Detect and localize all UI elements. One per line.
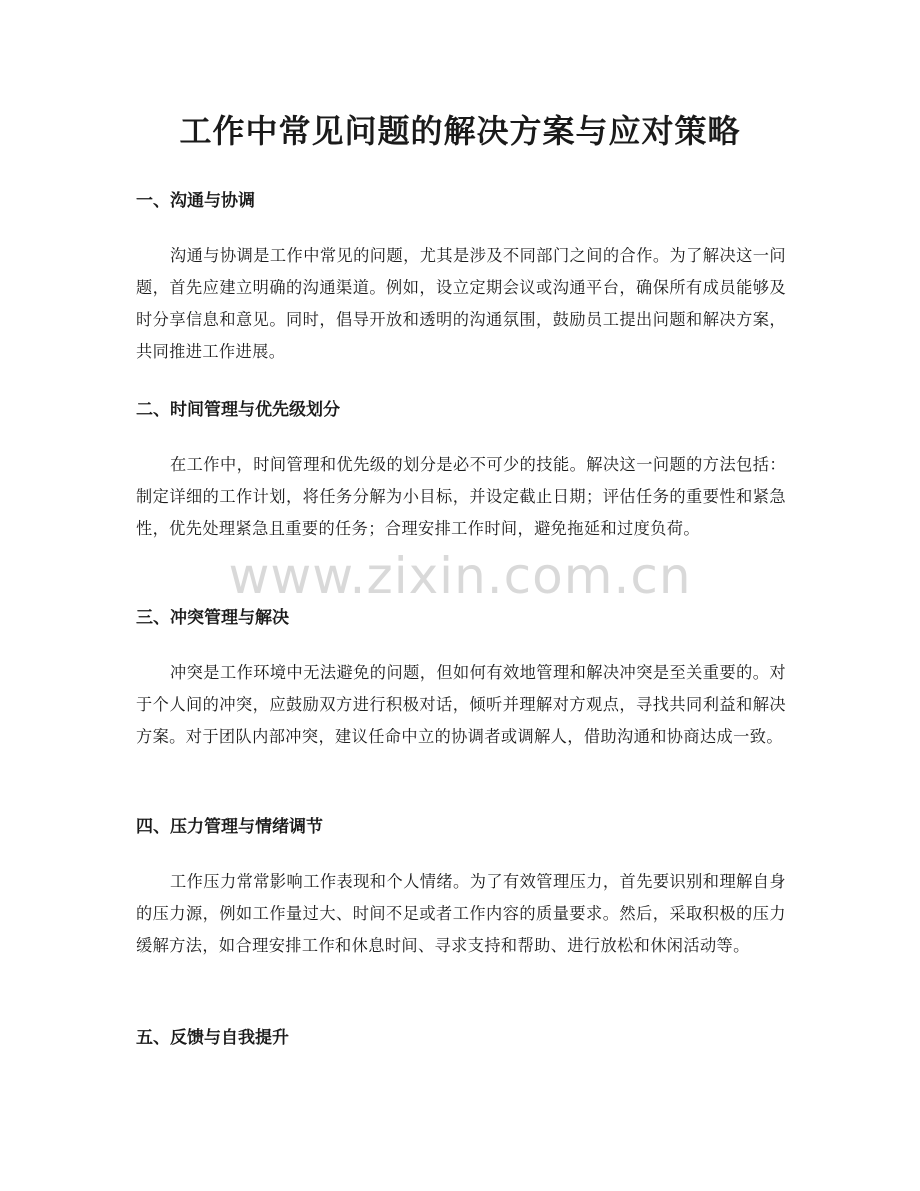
section-heading: 一、沟通与协调 bbox=[136, 191, 255, 211]
section-time-management bbox=[136, 397, 786, 545]
section-heading: 五、反馈与自我提升 bbox=[136, 1028, 289, 1048]
section-communication bbox=[136, 188, 786, 368]
page-title: 工作中常见问题的解决方案与应对策略 bbox=[179, 112, 741, 150]
section-heading: 三、冲突管理与解决 bbox=[136, 608, 289, 628]
section-paragraph: 在工作中，时间管理和优先级的划分是必不可少的技能。解决这一问题的方法包括：制定详细的工作计划，将任务分解为小目标，并设定截止日期；评估任务的重要性和紧急性，优先处理紧急且重要的任务；合理安排工作时间，避免拖延和过度负荷。 bbox=[136, 455, 786, 538]
section-feedback bbox=[136, 1025, 786, 1051]
section-heading: 二、时间管理与优先级划分 bbox=[136, 400, 340, 420]
section-stress-management bbox=[136, 814, 786, 962]
watermark: www.zixin.com.cn bbox=[228, 547, 692, 605]
section-paragraph: 沟通与协调是工作中常见的问题，尤其是涉及不同部门之间的合作。为了解决这一问题，首先应建立明确的沟通渠道。例如，设立定期会议或沟通平台，确保所有成员能够及时分享信息和意见。同时，倡导开放和透明的沟通氛围，鼓励员工提出问题和解决方案，共同推进工作进展。 bbox=[136, 246, 786, 361]
section-heading: 四、压力管理与情绪调节 bbox=[136, 817, 323, 837]
section-conflict-management bbox=[136, 605, 786, 753]
section-paragraph: 冲突是工作环境中无法避免的问题，但如何有效地管理和解决冲突是至关重要的。对于个人间的冲突，应鼓励双方进行积极对话，倾听并理解对方观点，寻找共同利益和解决方案。对于团队内部冲突，建议任命中立的协调者或调解人，借助沟通和协商达成一致。 bbox=[136, 663, 786, 746]
section-paragraph: 工作压力常常影响工作表现和个人情绪。为了有效管理压力，首先要识别和理解自身的压力源，例如工作量过大、时间不足或者工作内容的质量要求。然后，采取积极的压力缓解方法，如合理安排工作和休息时间、寻求支持和帮助、进行放松和休闲活动等。 bbox=[136, 872, 786, 955]
